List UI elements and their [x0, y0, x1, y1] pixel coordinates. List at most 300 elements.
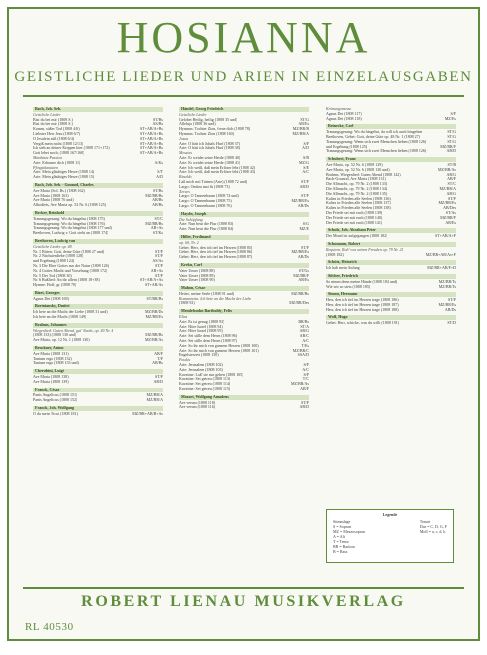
legend-line: S = Sopran	[333, 524, 351, 529]
entry-voice-key: MZ/BR+AB/F+D	[427, 265, 456, 271]
composer-section	[33, 211, 163, 236]
catalog-entry	[326, 117, 456, 122]
catalog-entry	[326, 321, 456, 326]
entry-voice-key: AB/C	[299, 333, 309, 339]
catalog-code: RL 40530	[25, 621, 74, 633]
entry-voice-key: S/T	[157, 169, 163, 175]
entry-voice-key: MZ/BR/C	[292, 347, 309, 353]
entry-voice-key: AB/Es	[298, 277, 309, 283]
entry-title: Beethoven, Ludwig v. Gott steht an (1808 174)	[33, 231, 109, 236]
catalog-entry	[179, 204, 309, 209]
entry-voice-key: ST/C	[447, 181, 456, 187]
catalog-entry	[33, 338, 163, 343]
entry-title: Arie: Es ist genug (1808 93)	[179, 319, 225, 324]
legend-line: A = Alt	[333, 534, 345, 539]
legend-title: Legende	[382, 512, 398, 517]
composer-section	[326, 228, 456, 239]
composer-section	[326, 107, 456, 121]
entry-voice-key: ST/C	[154, 215, 163, 221]
entry-title: Arie: Mein gläubiges Herze (1808 15)	[33, 175, 95, 180]
entry-title: Hymnus: Tochter Zion (1808 160)	[179, 131, 234, 136]
entry-title: Gelobet Heilig, heilig (1808 35 und)	[179, 117, 238, 122]
top-divider	[23, 95, 464, 97]
entry-voice-key: AB+As	[150, 267, 163, 273]
composer-name: Schulz, Joh. Abraham Peter	[326, 228, 456, 233]
entry-title: Arie: So ihr mich von ganzem Herzen (1808 101)	[179, 348, 259, 353]
catalog-entry	[326, 308, 456, 313]
entry-title: Herr, den ich tief im Herzen trage (1808 187)	[326, 302, 399, 307]
entry-voice-key: T/Es	[301, 342, 309, 348]
entry-title: Largo: Ombra mai fù (1808 73)	[179, 184, 230, 189]
entry-title: Geistliche Lieder	[33, 112, 61, 117]
entry-title: Xerxes	[179, 189, 190, 194]
entry-title: Agnus Dei (1808 169)	[33, 296, 69, 301]
catalog-column-2	[179, 107, 309, 413]
entry-title: O Jesulein süß (1808 6/4)	[33, 136, 75, 141]
entry-title: Largo: O Tannenbaum (1808 75)	[179, 199, 232, 204]
entry-voice-key: AB/Es	[298, 121, 309, 127]
entry-title: Arie: Er weidet seine Herde (1808 40)	[179, 155, 241, 160]
entry-title: Arie: O hätt ich Jubals Harf (1808 38)	[179, 146, 240, 151]
entry-title: Ave Maria (1808 139)	[33, 379, 69, 384]
entry-voice-key: S/F	[303, 362, 309, 368]
entry-voice-key: A/D	[156, 174, 163, 180]
entry-title: Bach-Gounod, Ave Maria (1808 131)	[326, 177, 386, 182]
entry-title: Vater Unser (1808 90)	[179, 278, 215, 283]
entry-title: Rinaldo	[179, 175, 192, 180]
entry-voice-key: S/B	[302, 154, 309, 160]
composer-section	[33, 239, 163, 288]
legend-line: MZ = Mezzosopran	[333, 529, 365, 534]
entry-voice-key: AS/As	[152, 258, 163, 264]
catalog-entry	[326, 285, 456, 290]
entry-title: Arie: Erbarme dich (1808 11)	[33, 160, 81, 165]
composer-name: Hiller, Ferdinand	[179, 235, 309, 240]
entry-voice-key: BR/Bs	[298, 318, 309, 324]
entry-voice-key: MZ/BR/As	[144, 337, 163, 343]
catalog-entry	[326, 234, 456, 239]
catalog-column-1	[33, 107, 163, 420]
catalog-entry	[33, 361, 163, 366]
entry-voice-key: ST+AB/As	[144, 282, 163, 288]
entry-title: Albodiets, Ave Maria op. 52 Nr. 6 (1808 125)	[33, 203, 106, 208]
composer-section	[326, 260, 456, 271]
entry-voice-key: ST+AB/A+Bs	[140, 126, 163, 132]
composer-name: Mahon, César	[179, 286, 309, 291]
entry-title: Alleluja (1808 36 und)	[179, 122, 216, 127]
entry-title: Ave Maria (1808 76 und)	[33, 198, 74, 203]
entry-voice-key: A/D	[302, 145, 309, 151]
entry-title: Arie: Ich weiß, daß mein Erlöser lebt (1808 42)	[179, 165, 256, 170]
composer-name: Reinecke, Carl	[326, 124, 456, 129]
entry-title: Trauungsgesang: Wenn sich zwei Menschen lieben (1808 126)	[326, 149, 427, 154]
composer-section	[33, 406, 163, 417]
entry-voice-key: ST/F	[447, 195, 456, 201]
entry-title: Bist du bei mir (1808 S.)	[33, 117, 73, 122]
entry-title: Paulus	[179, 358, 191, 363]
entry-title: Der Friede sei mit euch (1808 141)	[326, 220, 383, 225]
entry-title: Trauungsgesang: Wo du hingehst (1808 177 und)	[33, 226, 112, 231]
entry-voice-key: A/C	[302, 366, 309, 372]
entry-title: Largo: O Tannenbaum (1808 76)	[179, 203, 232, 208]
entry-title: Laß mich mit Tränen (Arie) (1808 72 und)	[179, 179, 248, 184]
composer-name: Franck, César	[33, 388, 163, 393]
entry-title: Arie: Mein gläubiges Herze (1808 14)	[33, 170, 95, 175]
entry-title: Arie: Nun beut die Flur (1808 83)	[179, 222, 234, 227]
entry-voice-key: ST+AB/A+Bs	[140, 135, 163, 141]
entry-voice-key: T/F	[157, 355, 163, 361]
entry-title: Der Friede sei mit euch (1808 140)	[326, 215, 383, 220]
entry-voice-key: MZ/BR/A	[146, 397, 163, 403]
entry-voice-key: AB/F	[447, 176, 456, 182]
entry-title: Herr, den ich tief im Herzen trage (1808 188)	[326, 307, 399, 312]
entry-title: Arie: Nun beut die Flur (1808 84)	[179, 227, 234, 232]
entry-title: Die Schöpfung	[179, 217, 203, 222]
entry-voice-key: ST/F	[154, 374, 163, 380]
catalog-entry	[326, 149, 456, 154]
catalog-entry	[179, 301, 309, 306]
composer-section	[179, 309, 309, 392]
composer-name: Brahms, Johannes	[33, 323, 163, 328]
legend-line: Stimmlage	[333, 519, 351, 524]
legend-key-column	[420, 519, 447, 554]
entry-voice-key: ST+AB/A+Bs	[140, 150, 163, 156]
entry-title: Ich hab mein Anfang	[326, 266, 360, 271]
entry-title: Ave Maria, op. 52 Nr. 6 (1808 129)	[326, 162, 383, 167]
entry-voice-key: ST/F	[154, 248, 163, 254]
entry-voice-key: AB/D	[153, 378, 163, 384]
catalog-entry	[326, 253, 456, 258]
composer-section	[326, 274, 456, 289]
entry-title: Kaltes in Frieden alle Seelen (1808 137)	[326, 201, 391, 206]
legend-line: B = Bass	[333, 549, 348, 554]
entry-title: Komm, süßer Tod (1808 4/6)	[33, 127, 80, 132]
entry-title: Vater Unser (1808 89)	[179, 273, 215, 278]
catalog-column-3	[326, 107, 456, 329]
entry-title: Trauungsgesang: Wo du hingehst (1808 175)	[33, 216, 105, 221]
entry-voice-key: ST/F	[300, 193, 309, 199]
entry-title: Kavatine: Laß' sie nur gehen (1808 105)	[179, 372, 244, 377]
catalog-entry	[179, 387, 309, 392]
entry-title: Largo: O Tannenbaum (1808 74 und)	[179, 194, 239, 199]
entry-voice-key: ST/G	[447, 138, 456, 144]
entry-title: Krönungsmesse	[326, 107, 352, 111]
catalog-entry	[33, 283, 163, 288]
legend-line: T = Tenor	[333, 539, 349, 544]
entry-voice-key: S/F	[303, 371, 309, 377]
composer-name: Silcher, Friedrich	[326, 274, 456, 279]
entry-voice-key: ST/F	[300, 399, 309, 405]
composer-name: Haydn, Joseph	[179, 212, 309, 217]
entry-voice-key: AB/Ds	[297, 202, 309, 208]
entry-voice-key: AS/Bs	[152, 121, 163, 127]
entry-title: Ave Maria (1808 163)	[33, 193, 69, 198]
entry-title: Requiem, Ruh' von seinen Freuden op. 79 Nr. 21	[326, 247, 404, 252]
entry-title: Ave Maria (1808 131)	[33, 351, 69, 356]
entry-title: Nr. 3 Die Ehre Gottes aus der Natur (1808 126)	[33, 263, 109, 268]
entry-voice-key: MZ/G	[299, 159, 309, 165]
entry-title: Ave Maria (1808 138)	[33, 375, 69, 380]
composer-section	[179, 395, 309, 410]
entry-title: Tantum ergo (1808 133 und)	[33, 361, 79, 366]
entry-voice-key: ST/Bs	[152, 116, 163, 122]
entry-title: Ich bete an die Macht der Liebe (1808 31 und)	[33, 310, 108, 315]
composer-name: Wolf, Hugo	[326, 315, 456, 320]
entry-voice-key: AB/F	[154, 350, 163, 356]
entry-title: Herr, den ich tief im Herzen trage (1808 186)	[326, 298, 399, 303]
composer-section	[179, 263, 309, 283]
composer-section	[33, 291, 163, 302]
entry-title: Nr. 5 Der Tod (1808 30)	[33, 273, 72, 278]
catalog-entry	[326, 266, 456, 271]
catalog-entry	[179, 255, 309, 260]
cover-page	[7, 7, 480, 641]
entry-voice-key: MZ/BR/Ts	[438, 278, 456, 284]
entry-voice-key: ST/G	[447, 133, 456, 139]
entry-title: Kavatine: Sei getreu (1808 115)	[179, 387, 231, 392]
entry-title: Panis Angelicus (1808 151)	[33, 393, 78, 398]
entry-voice-key: AB/Des	[443, 205, 456, 211]
entry-title: Romanzetta: Ich bete an die Macht der Liebe	[179, 296, 252, 301]
entry-title: Panis Angelicus (1808 152)	[33, 398, 78, 403]
entry-title: Heiter, meine Seele (1808 91 und)	[179, 291, 234, 296]
entry-voice-key: ST/G	[447, 129, 456, 135]
entry-title: Agnus Dei (1808 118)	[326, 116, 362, 121]
catalog-entry	[33, 175, 163, 180]
entry-voice-key: S/F	[303, 140, 309, 146]
entry-title: Josua	[179, 136, 189, 141]
composer-section	[326, 292, 456, 312]
entry-voice-key: ST/Ks	[152, 230, 163, 236]
entry-voice-key: AB/Ds	[297, 254, 309, 260]
entry-voice-key: AB/G	[446, 190, 456, 196]
entry-voice-key: AB/Ds	[444, 306, 456, 312]
entry-voice-key: A/C	[302, 338, 309, 344]
entry-voice-key: AB/G	[446, 171, 456, 177]
composer-name: Schütz, Heinrich	[326, 260, 456, 265]
entry-title: Wiegenlied: Guten Abend, gut' Nacht, op. 49 Nr. 4	[33, 328, 114, 333]
composer-name: Händel, Georg Friedrich	[179, 107, 309, 112]
entry-voice-key: AB/D	[299, 404, 309, 410]
entry-voice-key: ST/As	[445, 209, 456, 215]
entry-title: Geistliche Lieder op. 48	[33, 244, 72, 249]
entry-voice-key: AB/G	[299, 328, 309, 334]
composer-section	[179, 286, 309, 306]
entry-title: Ave verum (1808 116)	[179, 405, 216, 410]
catalog-entry	[33, 398, 163, 403]
entry-title: Kaltes in Frieden alle Seelen (1808 138)	[326, 206, 391, 211]
entry-voice-key: MZ/Es	[444, 115, 456, 121]
entry-voice-key: AB/Es	[445, 219, 456, 225]
entry-voice-key: MZ/BR/Es	[145, 314, 163, 320]
legend-line: Dur = C, D, G, F	[419, 524, 447, 529]
entry-title: Arie: So ihr mich von ganzem Herzen (1808 100)	[179, 343, 259, 348]
composer-name: Mendelssohn Bartholdy, Felix	[179, 309, 309, 314]
entry-voice-key: ST/D	[447, 320, 456, 326]
composer-section	[33, 107, 163, 180]
entry-title: Vergiß mein nicht (1808 12/13)	[33, 141, 84, 146]
entry-title: O du mein Trost (1808 181)	[33, 411, 78, 416]
entry-title: Die Allmacht, op. 79 Nr. 2 (1808 133)	[326, 182, 388, 187]
entry-voice-key: AB+As	[150, 225, 163, 231]
entry-title: Kavatine: Sei getreu (1808 113)	[179, 377, 231, 382]
catalog-entry	[33, 297, 163, 302]
catalog-entry	[326, 221, 456, 226]
entry-title: Arie: Er weidet seine Herde (1808 41)	[179, 160, 241, 165]
entry-title: Matthäus-Passion	[33, 155, 63, 160]
composer-name: Franck, Joh. Wolfgang	[33, 406, 163, 411]
entry-title: Nr. 6 Bußlied: An dir allein (1808 18+38)	[33, 278, 100, 283]
entry-title: (1808 182)	[326, 252, 344, 257]
entry-voice-key: MZ/BR/Bs	[145, 332, 163, 338]
entry-voice-key: S/F	[450, 110, 456, 116]
entry-title: Arie: Höre Israel (1808 95)	[179, 329, 223, 334]
entry-voice-key: ST/F	[154, 262, 163, 268]
entry-voice-key: MZ/BR/Es	[438, 301, 456, 307]
entry-voice-key: ST/F	[300, 244, 309, 250]
entry-title: Arie: O hätt ich Jubals Harf (1808 37)	[179, 141, 240, 146]
entry-title: und Ergebung (1808 124)	[33, 259, 75, 264]
entry-title: Trauungsgesang: Wenn sich zwei Menschen lieben (1808 126)	[326, 139, 427, 144]
entry-title: Arie: Sei stille dem Herrn (1808 96)	[179, 334, 237, 339]
entry-title: Nr. 1 Bitten: Gott, deine Güte (1808 27 und)	[33, 249, 105, 254]
entry-voice-key: MZ/BR/Es	[291, 198, 309, 204]
entry-title: Gebet: Herr, den ich tief im Herzen (1808 87)	[179, 255, 253, 260]
entry-voice-key: MZ/E	[299, 226, 309, 232]
legend-voice-column	[333, 519, 365, 554]
entry-title: Pfingstkantaten	[33, 165, 59, 170]
composer-name: Bizet, Georges	[33, 291, 163, 296]
catalog-entry	[179, 405, 309, 410]
entry-voice-key: MZ/BR/F	[440, 143, 456, 149]
entry-voice-key: MZ/BR/Bs	[145, 192, 163, 198]
catalog-entry	[33, 380, 163, 385]
entry-voice-key: AB/Bs	[152, 202, 163, 208]
entry-voice-key: MZ/BR+AB/B+As	[132, 410, 163, 416]
entry-voice-key: ST/B	[447, 161, 456, 167]
composer-name: Cherubini, Luigi	[33, 369, 163, 374]
bottom-divider	[23, 587, 464, 589]
composer-name: Beethoven, Ludwig van	[33, 239, 163, 244]
entry-title: Arie: Jerusalem (1808 102)	[179, 363, 223, 368]
catalog-entry	[179, 227, 309, 232]
entry-title: und Ergebung (1808 125)	[326, 144, 368, 149]
entry-title: (1808 133) (1808 130 und)	[33, 333, 77, 338]
entry-voice-key: MZ/BR/As	[437, 166, 456, 172]
entry-title: Bist du bei mir (1808 S.)	[33, 122, 73, 127]
entry-title: Agnus Dei (1808 117)	[326, 111, 362, 116]
legend-line: Tonart	[419, 519, 431, 524]
entry-title: Der Friede sei mit euch (1808 139)	[326, 210, 383, 215]
entry-title: Elias	[179, 315, 188, 320]
composer-name: Bach, Joh. Seb.	[33, 107, 163, 112]
entry-voice-key: MZ/BR/Bs	[145, 220, 163, 226]
entry-title: Ave Maria (Sol. Bs.) (1808 162)	[33, 188, 85, 193]
composer-name: Schubert, Franz	[326, 157, 456, 162]
entry-title: Der Mond ist aufgegangen (1808 182)	[326, 234, 388, 239]
entry-title: Nr. 2 Nächstenliebe (1808 128)	[33, 254, 84, 259]
catalog-entry	[33, 231, 163, 236]
legend-line: BR = Bariton	[333, 544, 355, 549]
composer-name: Kreku, Carl	[179, 263, 309, 268]
entry-voice-key: MZ/BR+AB/As+F	[425, 251, 456, 257]
entry-title: Arie: Sei stille dem Herrn (1808 97)	[179, 339, 237, 344]
entry-title: Gebet: Herr, den ich tief im Herzen (1808 86)	[179, 250, 253, 255]
entry-voice-key: MZ/BR/Bs	[291, 290, 309, 296]
composer-name: Bach, Joh. Seb. - Gounod, Charles	[33, 183, 163, 188]
entry-voice-key: MZ/BR/A	[292, 130, 309, 136]
entry-voice-key: S/G	[302, 221, 309, 227]
legend-line: Moll = a, c, d, h	[419, 529, 446, 534]
composer-section	[33, 183, 163, 208]
entry-title: Messias	[179, 151, 192, 156]
entry-voice-key: MZ/BR/B	[292, 126, 309, 132]
entry-title: Kavatine: Sei getreu (1808 114)	[179, 382, 231, 387]
composer-section	[179, 235, 309, 260]
entry-voice-key: ST+AB/A+Bs	[140, 145, 163, 151]
entry-voice-key: MZ/BR/Des	[289, 300, 309, 306]
entry-voice-key: MZ/BR/Es	[438, 200, 456, 206]
entry-title: Engelsterzett (1808 150)	[179, 353, 219, 358]
entry-voice-key: MZ/BR/A	[439, 185, 456, 191]
entry-voice-key: ST/Gs	[298, 267, 309, 273]
entry-voice-key: MZ/BR/Ts	[438, 283, 456, 289]
entry-title: Die Allmacht, op. 79 Nr. 2 (1808 135)	[326, 191, 388, 196]
entry-title: Arie: Ich weiß, daß mein Erlöser lebt (1808 43)	[179, 170, 256, 175]
entry-voice-key: ST+AB/A+F	[435, 233, 456, 239]
composer-section	[326, 157, 456, 225]
legend-columns	[327, 517, 453, 556]
entry-voice-key: MZ/BR/As	[290, 381, 309, 387]
page-subtitle: GEISTLICHE LIEDER UND ARIEN IN EINZELAUSGABEN	[14, 69, 473, 85]
entry-title: Vater Unser (1808 88)	[179, 268, 215, 273]
composer-name: Simon, Hermann	[326, 292, 456, 297]
composer-name: Mozart, Wolfgang Amadeus	[179, 395, 309, 400]
entry-voice-key: MZ/BR/F	[293, 272, 309, 278]
entry-title: Hymne: Hoff, gr (1808 70)	[33, 283, 77, 288]
entry-title: Ave Maria, op. 52 Nr. 6 (1808 130 und)	[326, 167, 390, 172]
composer-name: Bortniansky, Dmitri	[33, 304, 163, 309]
entry-title: Gebet: Herr, den ich tief im Herzen (1808 85)	[179, 245, 253, 250]
catalog-entry	[33, 315, 163, 320]
entry-voice-key: AB/D	[446, 148, 456, 154]
composer-section	[33, 323, 163, 343]
entry-voice-key: A/Ks	[154, 159, 163, 165]
entry-title: op. 60, Nr. 2	[179, 240, 199, 245]
entry-title: Tantum ergo (1808 132)	[33, 356, 72, 361]
entry-voice-key: SSA/D	[297, 352, 309, 358]
composer-section	[179, 107, 309, 209]
entry-title: (1808 92)	[179, 301, 195, 306]
entry-voice-key: MZ/BR/A	[146, 392, 163, 398]
entry-voice-key: T/C	[302, 376, 309, 382]
entry-title: Liebster Herr Jesu (1808 6/7)	[33, 131, 81, 136]
entry-title: Hymnus: Tochter Zion, freue dich (1808 78)	[179, 127, 251, 132]
catalog-entry	[33, 412, 163, 417]
entry-title: Kaltes in Frieden alle Seelen (1808 136)	[326, 196, 391, 201]
entry-title: So nimm denn meine Hände (1808 184 und)	[326, 279, 398, 284]
entry-voice-key: MZ/BR/Ds	[144, 309, 163, 315]
entry-voice-key: ST/F	[154, 272, 163, 278]
composer-section	[326, 242, 456, 257]
page-title: HOSIANNA	[116, 13, 371, 62]
entry-voice-key: ST/Bs	[152, 187, 163, 193]
entry-voice-key: ST/F	[300, 178, 309, 184]
entry-voice-key: MZ/BR/Es	[291, 249, 309, 255]
composer-section	[326, 124, 456, 154]
entry-title: Arie: Jerusalem (1808 103)	[179, 367, 223, 372]
entry-title: Arie: Höre Israel (1808 94)	[179, 324, 223, 329]
